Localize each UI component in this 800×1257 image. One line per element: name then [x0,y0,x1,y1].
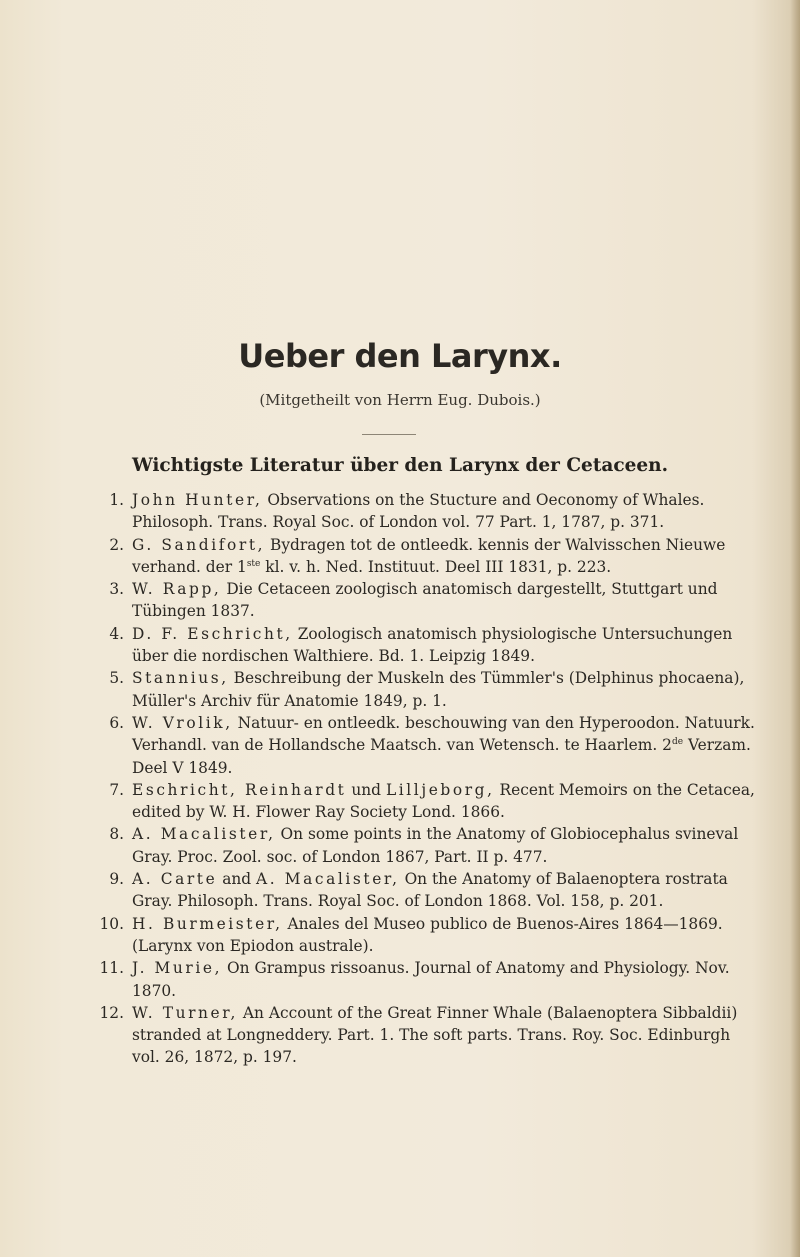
reference-item [92,534,762,579]
reference-text: On the Anatomy of Balaenoptera rostrata Gray. Philosoph. Trans. Royal Soc. of London 1868. Vol. 158, p. 201. [132,870,728,911]
reference-superscript: de [671,737,684,748]
reference-conjunction: and [217,870,257,889]
byline: (Mitgetheilt von Herrn Eug. Dubois.) [259,391,541,409]
reference-superscript: ste [246,558,261,569]
reference-number: 3. [109,580,124,599]
reference-item [92,578,762,623]
reference-item [92,779,762,824]
reference-author: W. Vrolik, [132,713,233,732]
reference-text: Bydragen tot de ontleedk. kennis der Walvisschen Nieuwe verhand. der 1 [132,535,726,576]
reference-text: Zoologisch anatomisch physiologische Untersuchungen über die nordischen Walthiere. Bd. 1. Leipzig 1849. [132,624,733,666]
reference-author-2: A. Macalister, [256,870,400,889]
reference-author: A. Carte [132,870,218,889]
reference-list [92,489,762,1069]
section-heading: Wichtigste Literatur über den Larynx der Cetaceen. [131,455,669,476]
reference-author: D. F. Eschricht, [132,624,293,643]
reference-author: G. Sandifort, [132,535,266,554]
reference-number: 7. [109,780,124,799]
reference-conjunction: und [346,780,386,799]
reference-item [92,623,762,668]
reference-text: On Grampus rissoanus. Journal of Anatomy and Physiology. Nov. 1870. [132,959,730,1000]
reference-author: John Hunter, [132,491,263,509]
reference-text: On some points in the Anatomy of Globiocephalus svineval Gray. Proc. Zool. soc. of London 1867, Part. II p. 477. [132,825,739,866]
reference-text-cont: kl. v. h. Ned. Instituut. Deel III 1831, p. 223. [260,557,612,576]
reference-text-cont: Verzam. Deel V 1849. [132,736,751,777]
reference-item [92,913,762,958]
reference-number: 11. [99,959,124,978]
reference-number: 12. [99,1003,124,1022]
reference-number: 1. [109,491,124,509]
reference-number: 4. [109,624,124,643]
divider-rule [362,434,416,435]
reference-item [92,868,762,913]
page-edge-shadow [790,0,800,1257]
reference-number: 10. [99,914,124,933]
reference-item [92,712,762,779]
reference-author: Eschricht, Reinhardt [132,780,347,799]
reference-item [92,489,762,534]
page-title: Ueber den Larynx. [238,337,562,375]
reference-number: 2. [109,535,124,554]
reference-text: Die Cetaceen zoologisch anatomisch dargestellt, Stuttgart und Tübingen 1837. [132,580,718,621]
reference-number: 8. [109,825,124,844]
reference-item [92,957,762,1002]
reference-author: H. Burmeister, [132,914,283,933]
reference-text: Observations on the Stucture and Oeconomy of Whales. Philosoph. Trans. Royal Soc. of London vol. 77 Part. 1, 1787, p. 371. [132,491,705,532]
reference-number: 5. [109,669,124,688]
reference-number: 6. [109,713,124,732]
reference-number: 9. [109,870,124,889]
reference-item [92,823,762,868]
reference-author: W. Turner, [132,1003,239,1022]
reference-item [92,667,762,712]
reference-text: Natuur- en ontleedk. beschouwing van den Hyperoodon. Natuurk. Verhandl. van de Hollandsche Maatsch. van Wetensch. te Haarlem. 2 [132,713,755,755]
reference-text: Beschreibung der Muskeln des Tümmler's (Delphinus phocaena), Müller's Archiv für Anatomie 1849, p. 1. [132,669,745,710]
reference-author: Stannius, [132,669,229,688]
reference-author: W. Rapp, [132,580,222,599]
reference-text: Recent Memoirs on the Cetacea, edited by W. H. Flower Ray Society Lond. 1866. [132,780,755,822]
reference-author: J. Murie, [132,959,223,978]
reference-text: Anales del Museo publico de Buenos-Aires 1864—1869. (Larynx von Epiodon australe). [132,914,723,955]
reference-author: A. Macalister, [132,825,276,844]
reference-author-2: Lilljeborg, [385,780,495,799]
reference-item [92,1002,762,1069]
reference-text: An Account of the Great Finner Whale (Balaenoptera Sibbaldii) stranded at Longneddery. Part. 1. The soft parts. Trans. Roy. Soc. Edinburgh vol. 26, 1872, p. 197. [132,1003,738,1067]
